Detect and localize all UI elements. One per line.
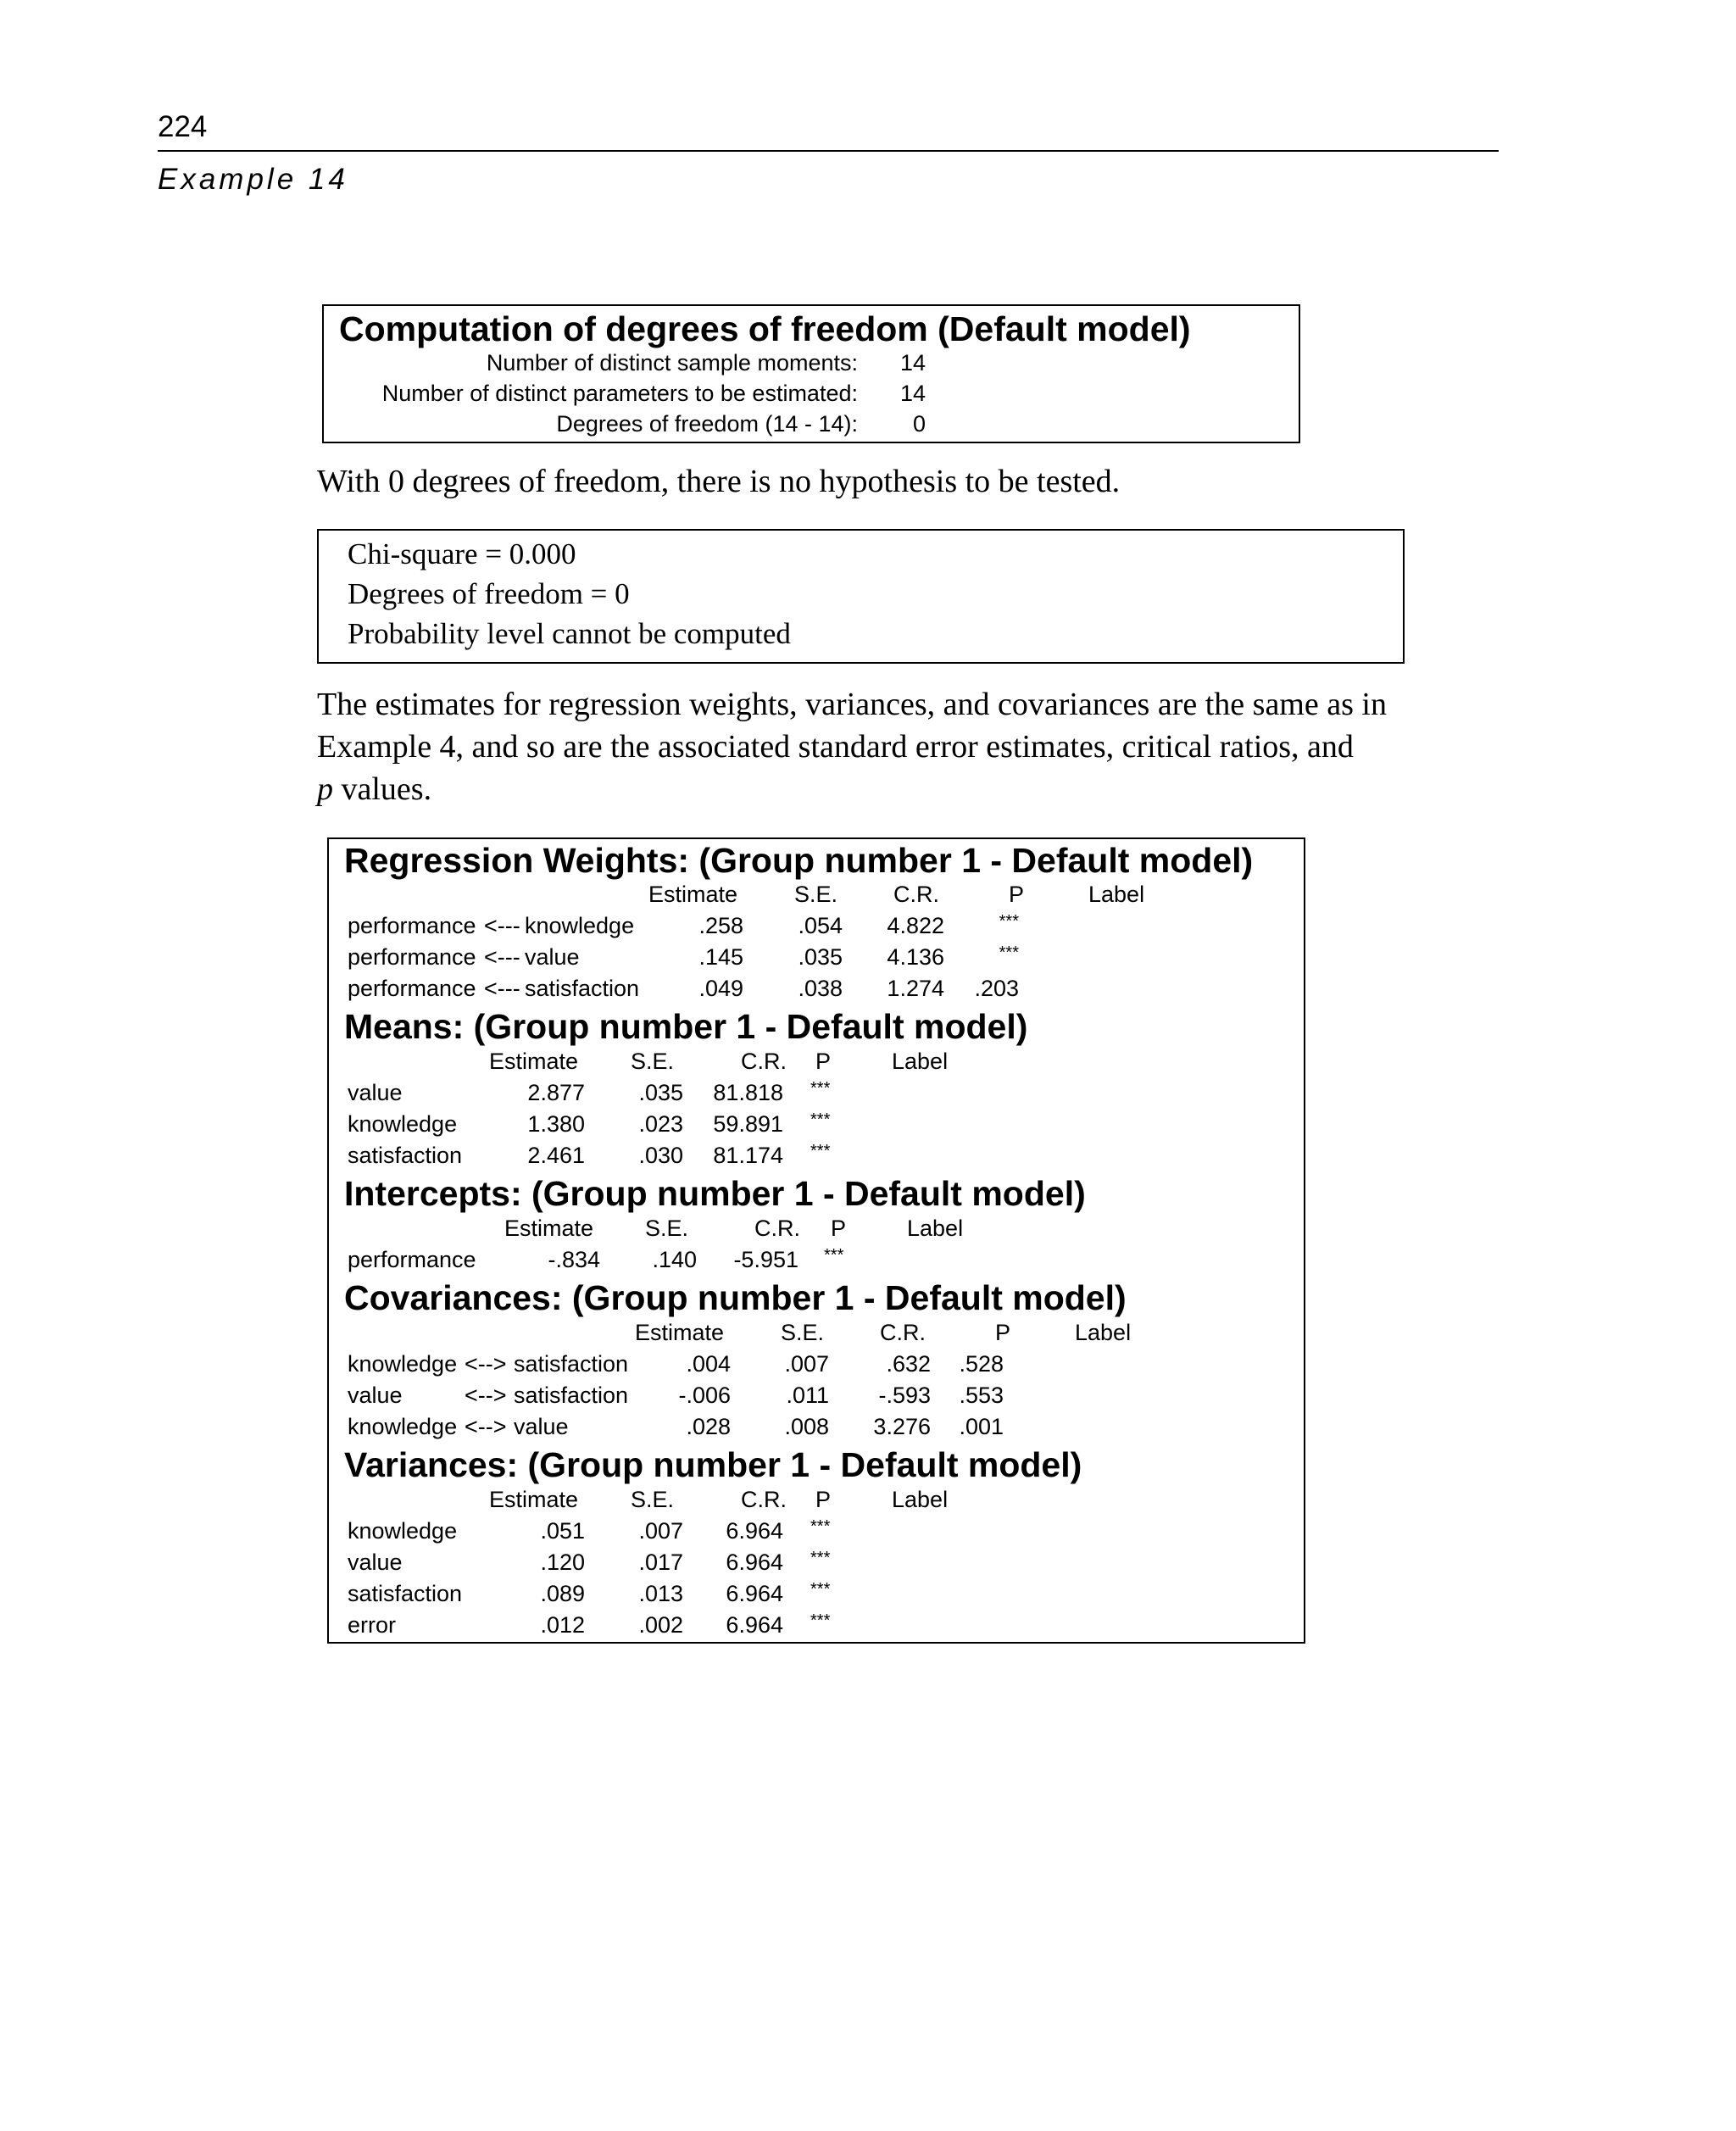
paragraph: With 0 degrees of freedom, there is no hypothesis to be tested. (317, 464, 1121, 499)
reg-estimate: .258 (698, 913, 743, 938)
reg-row-left: performance (348, 913, 476, 938)
reg-row-arrow: <--- (484, 913, 520, 938)
means-se: .023 (638, 1111, 683, 1137)
means-row-name: knowledge (348, 1111, 458, 1137)
means-p-stars: *** (810, 1079, 831, 1098)
intercept-p (824, 1247, 843, 1273)
cov-estimate: -.006 (678, 1383, 731, 1408)
reg-p (999, 944, 1019, 971)
means-se: .035 (638, 1080, 683, 1105)
cov-row-right: value (514, 1414, 569, 1439)
reg-cr: 4.136 (887, 944, 944, 970)
cov-row-left: value (348, 1383, 403, 1408)
dof-line: Degrees of freedom = 0 (348, 577, 630, 610)
means-cr: 81.174 (713, 1143, 783, 1168)
reg-row-left: performance (348, 944, 476, 970)
var-p (810, 1518, 830, 1544)
col-header-label: Label (907, 1216, 964, 1241)
col-header-se: S.E. (644, 1216, 688, 1241)
reg-row-left: performance (348, 976, 476, 1001)
cov-row-left: knowledge (348, 1351, 458, 1377)
col-header-cr: C.R. (880, 1320, 926, 1345)
paragraph-text: values. (333, 771, 432, 807)
paragraph-line (317, 768, 431, 810)
cov-row-left: knowledge (348, 1414, 458, 1439)
col-header-estimate: Estimate (488, 1049, 578, 1074)
var-se: .013 (638, 1581, 683, 1606)
p-italic: p (317, 771, 333, 807)
col-header-label: Label (892, 1049, 949, 1074)
header-rule (158, 150, 1499, 152)
intercepts-title: Intercepts: (Group number 1 - Default model) (344, 1174, 1086, 1213)
col-header-p: P (830, 1216, 846, 1241)
var-p-stars: *** (810, 1517, 831, 1536)
dof-title: Computation of degrees of freedom (Default model) (339, 309, 1191, 348)
var-se: .017 (638, 1550, 683, 1575)
var-cr: 6.964 (726, 1550, 783, 1575)
var-p-stars: *** (810, 1611, 831, 1630)
intercept-p-stars: *** (824, 1246, 844, 1265)
means-row-name: value (348, 1080, 403, 1105)
means-p (810, 1111, 830, 1138)
col-header-p: P (815, 1049, 831, 1074)
means-se: .030 (638, 1143, 683, 1168)
reg-row-arrow: <--- (484, 976, 520, 1001)
var-row-name: knowledge (348, 1518, 458, 1544)
means-p (810, 1080, 830, 1106)
reg-p: .203 (974, 976, 1019, 1001)
cov-se: .008 (784, 1414, 829, 1439)
var-cr: 6.964 (726, 1518, 783, 1544)
means-title: Means: (Group number 1 - Default model) (344, 1007, 1028, 1046)
chi-square-box (317, 529, 1405, 664)
cov-row-right: satisfaction (514, 1383, 629, 1408)
col-header-p: P (994, 1320, 1010, 1345)
reg-cr: 4.822 (887, 913, 944, 938)
col-header-estimate: Estimate (488, 1487, 578, 1512)
var-p-stars: *** (810, 1549, 831, 1567)
cov-row-arrow: <--> (465, 1383, 507, 1408)
col-header-se: S.E. (630, 1049, 674, 1074)
paragraph-line: Example 4, and so are the associated standard error estimates, critical ratios, and (317, 729, 1354, 765)
var-p (810, 1612, 830, 1639)
col-header-cr: C.R. (741, 1049, 787, 1074)
col-header-label: Label (1088, 882, 1145, 907)
var-row-name: value (348, 1550, 403, 1575)
var-row-name: satisfaction (348, 1581, 463, 1606)
reg-cr: 1.274 (887, 976, 944, 1001)
reg-p-stars: *** (999, 943, 1019, 962)
col-header-p: P (1008, 882, 1024, 907)
reg-estimate: .145 (698, 944, 743, 970)
cov-estimate: .028 (686, 1414, 731, 1439)
estimates-box (327, 837, 1305, 1644)
reg-se: .054 (798, 913, 843, 938)
dof-value: 14 (899, 381, 926, 406)
dof-label: Number of distinct sample moments: (486, 350, 858, 376)
col-header-estimate: Estimate (504, 1216, 593, 1241)
col-header-se: S.E. (793, 882, 837, 907)
dof-value: 14 (899, 350, 926, 376)
intercept-estimate: -.834 (548, 1247, 600, 1272)
col-header-label: Label (1075, 1320, 1132, 1345)
col-header-cr: C.R. (893, 882, 939, 907)
var-estimate: .051 (540, 1518, 585, 1544)
chi-square-line: Chi-square = 0.000 (348, 537, 576, 570)
col-header-cr: C.R. (741, 1487, 787, 1512)
reg-p-stars: *** (999, 912, 1019, 931)
col-header-se: S.E. (630, 1487, 674, 1512)
means-p (810, 1143, 830, 1169)
means-estimate: 2.877 (527, 1080, 585, 1105)
var-se: .007 (638, 1518, 683, 1544)
means-p-stars: *** (810, 1110, 831, 1129)
means-p-stars: *** (810, 1142, 831, 1160)
page-number: 224 (158, 110, 208, 143)
cov-cr: .632 (886, 1351, 931, 1377)
var-p (810, 1550, 830, 1576)
col-header-estimate: Estimate (634, 1320, 724, 1345)
cov-p: .528 (959, 1351, 1004, 1377)
var-estimate: .012 (540, 1612, 585, 1638)
cov-se: .007 (784, 1351, 829, 1377)
cov-row-right: satisfaction (514, 1351, 629, 1377)
cov-cr: 3.276 (873, 1414, 931, 1439)
intercept-row-name: performance (348, 1247, 476, 1272)
var-estimate: .120 (540, 1550, 585, 1575)
reg-estimate: .049 (698, 976, 743, 1001)
cov-estimate: .004 (686, 1351, 731, 1377)
dof-label: Number of distinct parameters to be estimated: (381, 381, 858, 406)
intercept-se: .140 (652, 1247, 697, 1272)
dof-label: Degrees of freedom (14 - 14): (556, 411, 858, 437)
covariances-title: Covariances: (Group number 1 - Default model) (344, 1278, 1127, 1317)
reg-p (999, 913, 1019, 939)
reg-se: .035 (798, 944, 843, 970)
intercept-cr: -5.951 (733, 1247, 798, 1272)
cov-p: .001 (959, 1414, 1004, 1439)
col-header-cr: C.R. (754, 1216, 800, 1241)
means-estimate: 1.380 (527, 1111, 585, 1137)
col-header-label: Label (892, 1487, 949, 1512)
var-p (810, 1581, 830, 1607)
means-cr: 81.818 (713, 1080, 783, 1105)
probability-line: Probability level cannot be computed (348, 617, 791, 650)
col-header-p: P (815, 1487, 831, 1512)
cov-row-arrow: <--> (465, 1414, 507, 1439)
reg-row-arrow: <--- (484, 944, 520, 970)
cov-se: .011 (786, 1383, 829, 1408)
cov-p: .553 (959, 1383, 1004, 1408)
col-header-se: S.E. (780, 1320, 824, 1345)
dof-value: 0 (912, 411, 926, 437)
dof-box (322, 304, 1300, 443)
means-cr: 59.891 (713, 1111, 783, 1137)
var-p-stars: *** (810, 1580, 831, 1599)
regression-title: Regression Weights: (Group number 1 - Default model) (344, 841, 1254, 880)
col-header-estimate: Estimate (648, 882, 737, 907)
reg-row-right: value (525, 944, 580, 970)
var-row-name: error (348, 1612, 397, 1638)
reg-row-right: satisfaction (525, 976, 640, 1001)
var-cr: 6.964 (726, 1612, 783, 1638)
reg-row-right: knowledge (525, 913, 635, 938)
cov-cr: -.593 (878, 1383, 931, 1408)
means-row-name: satisfaction (348, 1143, 463, 1168)
var-estimate: .089 (540, 1581, 585, 1606)
reg-se: .038 (798, 976, 843, 1001)
var-cr: 6.964 (726, 1581, 783, 1606)
var-se: .002 (638, 1612, 683, 1638)
running-head: Example 14 (158, 163, 348, 196)
means-estimate: 2.461 (527, 1143, 585, 1168)
paragraph-line: The estimates for regression weights, variances, and covariances are the same as in (317, 687, 1387, 722)
variances-title: Variances: (Group number 1 - Default model) (344, 1445, 1082, 1484)
cov-row-arrow: <--> (465, 1351, 507, 1377)
